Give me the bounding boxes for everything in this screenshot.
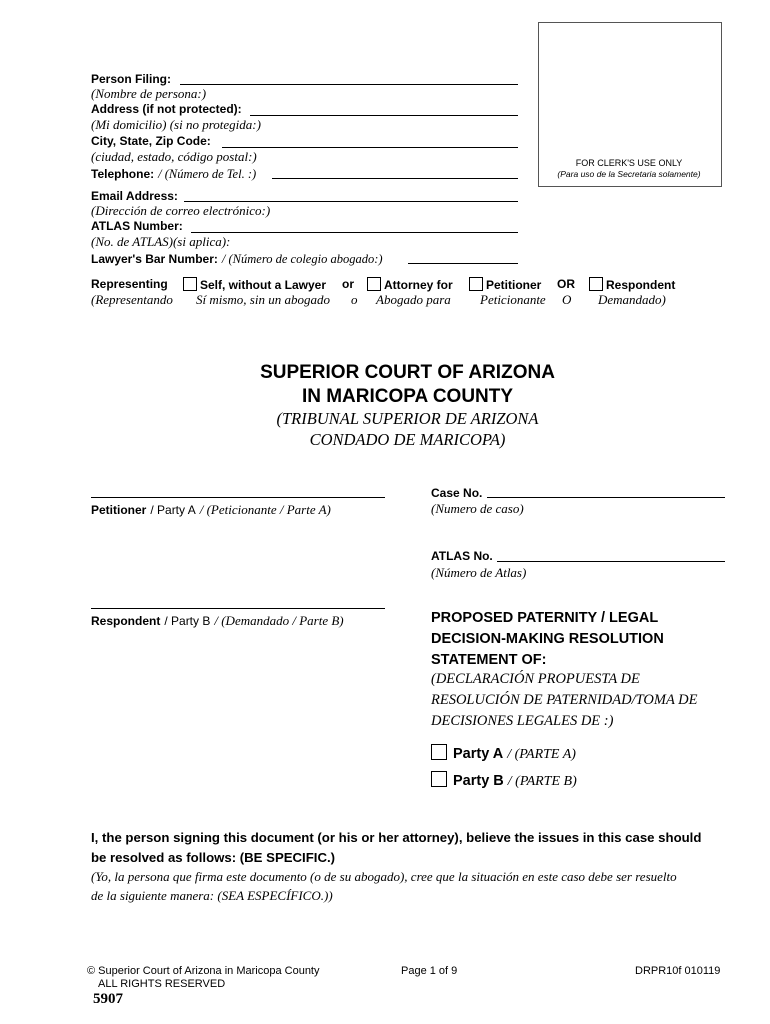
clerk-use-label-es: (Para uso de la Secretaria solamente) [557, 169, 701, 179]
court-title-1: SUPERIOR COURT OF ARIZONA [260, 362, 555, 383]
petitioner-es: Peticionante [480, 292, 546, 307]
bar-number-row [91, 250, 383, 268]
telephone-field[interactable] [272, 178, 518, 179]
address-field[interactable] [250, 115, 518, 116]
email-es: (Dirección de correo electrónico:) [91, 203, 271, 218]
or-label: or [342, 277, 354, 291]
atlas-no-es: (Número de Atlas) [431, 565, 527, 580]
footer-serial: 5907 [93, 991, 123, 1007]
respondent-caption-label: Respondent [91, 614, 161, 628]
party-b-option[interactable] [431, 771, 577, 790]
bar-number-field[interactable] [408, 263, 518, 264]
clerk-use-label: FOR CLERK'S USE ONLY [575, 158, 683, 168]
petitioner-checkbox[interactable] [469, 277, 483, 291]
party-a-es: / (PARTE A) [507, 747, 576, 762]
doc-title-line-2: DECISION-MAKING RESOLUTION [431, 631, 664, 647]
footer-copyright: © Superior Court of Arizona in Maricopa County [87, 965, 320, 977]
city-es: (ciudad, estado, código postal:) [91, 149, 257, 164]
footer-rights: ALL RIGHTS RESERVED [98, 978, 226, 990]
person-filing-field[interactable] [180, 84, 518, 85]
statement-line-2: be resolved as follows: (BE SPECIFIC.) [91, 850, 336, 865]
atlas-no-label: ATLAS No. [431, 549, 493, 563]
court-title-1-es: (TRIBUNAL SUPERIOR DE ARIZONA [276, 409, 539, 428]
representing-label: Representing [91, 277, 168, 291]
petitioner-name-field[interactable] [91, 497, 385, 498]
representing-es: (Representando [91, 292, 173, 307]
petitioner-caption-label: Petitioner [91, 503, 147, 517]
atlas-no-field[interactable] [497, 561, 725, 562]
or2-label: OR [557, 277, 575, 291]
party-b-label: Party B [453, 773, 504, 789]
doc-title-es-3: DECISIONES LEGALES DE :) [431, 713, 614, 729]
doc-title-es-1: (DECLARACIÓN PROPUESTA DE [431, 671, 640, 687]
respondent-option[interactable] [589, 277, 675, 292]
address-es: (Mi domicilio) (si no protegida:) [91, 117, 261, 132]
telephone-row [91, 165, 256, 183]
person-filing-label: Person Filing: [91, 72, 172, 86]
atlas-number-field[interactable] [191, 232, 518, 233]
or2-es: O [562, 292, 572, 307]
statement-line-1: I, the person signing this document (or his or her attorney), believe the issues in this case should [91, 830, 702, 845]
respondent-label: Respondent [606, 278, 676, 292]
doc-title-line-3: STATEMENT OF: [431, 652, 547, 668]
party-b-checkbox[interactable] [431, 771, 447, 787]
doc-title-es-2: RESOLUCIÓN DE PATERNIDAD/TOMA DE [431, 692, 698, 708]
respondent-caption-es: / (Demandado / Parte B) [214, 613, 344, 628]
email-field[interactable] [184, 201, 518, 202]
telephone-label: Telephone: [91, 167, 155, 181]
respondent-caption-party: / Party B [164, 614, 211, 628]
case-number-field[interactable] [487, 497, 725, 498]
court-title-2-es: CONDADO DE MARICOPA) [309, 430, 506, 449]
case-number-es: (Numero de caso) [431, 501, 524, 516]
respondent-es: Demandado) [598, 292, 666, 307]
telephone-es: / (Número de Tel. :) [158, 167, 257, 181]
petitioner-label: Petitioner [486, 278, 542, 292]
respondent-checkbox[interactable] [589, 277, 603, 291]
self-es: Sí mismo, sin un abogado [196, 292, 330, 307]
city-label: City, State, Zip Code: [91, 134, 211, 148]
statement-es-2: de la siguiente manera: (SEA ESPECÍFICO.)) [91, 888, 333, 903]
or-es: o [351, 292, 358, 307]
attorney-checkbox[interactable] [367, 277, 381, 291]
petitioner-caption-es: / (Peticionante / Parte A) [199, 502, 331, 517]
attorney-label: Attorney for [384, 278, 453, 292]
petitioner-caption-party: / Party A [150, 503, 196, 517]
statement-es-1: (Yo, la persona que firma este documento (o de su abogado), cree que la situación en este caso debe ser resuelto [91, 869, 677, 884]
respondent-caption [91, 612, 344, 630]
footer-form-code: DRPR10f 010119 [635, 965, 721, 977]
party-a-label: Party A [453, 746, 504, 762]
case-number-label: Case No. [431, 486, 483, 500]
bar-number-es: / (Número de colegio abogado:) [221, 252, 383, 266]
city-field[interactable] [222, 147, 518, 148]
bar-number-label: Lawyer's Bar Number: [91, 252, 218, 266]
petitioner-option[interactable] [469, 277, 541, 292]
address-label: Address (if not protected): [91, 102, 242, 116]
doc-title-line-1: PROPOSED PATERNITY / LEGAL [431, 610, 659, 626]
attorney-option[interactable] [367, 277, 453, 292]
atlas-number-es: (No. de ATLAS)(si aplica): [91, 234, 231, 249]
email-label: Email Address: [91, 189, 178, 203]
self-checkbox[interactable] [183, 277, 197, 291]
atlas-number-label: ATLAS Number: [91, 219, 183, 233]
party-a-checkbox[interactable] [431, 744, 447, 760]
respondent-name-field[interactable] [91, 608, 385, 609]
self-option[interactable] [183, 277, 326, 292]
party-a-option[interactable] [431, 744, 576, 763]
attorney-es: Abogado para [376, 292, 451, 307]
person-filing-es: (Nombre de persona:) [91, 86, 207, 101]
self-label: Self, without a Lawyer [200, 278, 327, 292]
petitioner-caption [91, 501, 331, 519]
court-title-2: IN MARICOPA COUNTY [301, 386, 514, 407]
footer-page-number: Page 1 of 9 [401, 965, 458, 977]
party-b-es: / (PARTE B) [507, 774, 577, 789]
